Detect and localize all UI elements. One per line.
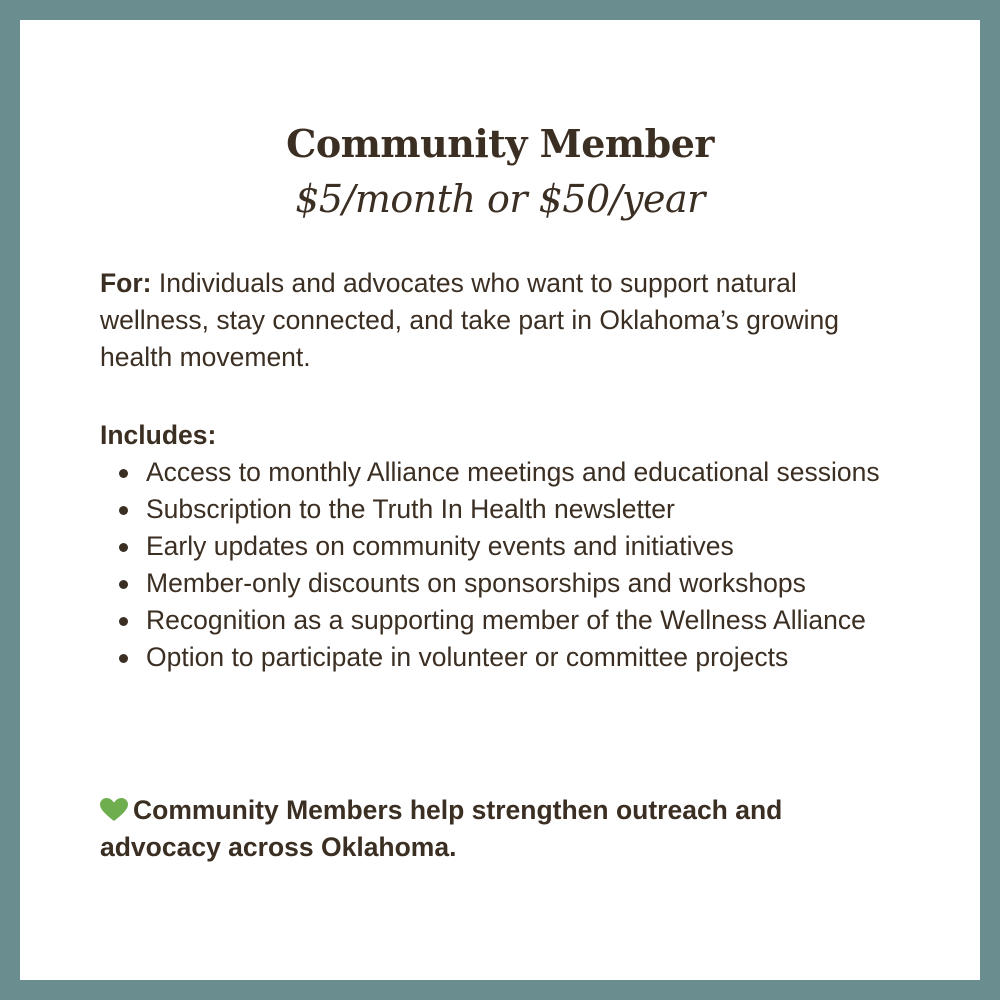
bullet-icon: [119, 506, 128, 515]
for-text: Individuals and advocates who want to support natural wellness, stay connected, and take part in Oklahoma’s growing health movement.: [100, 268, 839, 372]
list-item: [100, 454, 900, 491]
bullet-icon: [119, 469, 128, 478]
includes-list: [100, 454, 900, 676]
list-item-text: Early updates on community events and initiatives: [146, 531, 734, 561]
list-item: [100, 565, 900, 602]
list-item-text: Member-only discounts on sponsorships and workshops: [146, 568, 806, 598]
tier-title: Community Member: [286, 121, 714, 166]
footer-note: [100, 792, 860, 866]
tier-price: $5/month or $50/year: [295, 177, 705, 221]
list-item-text: Option to participate in volunteer or committee projects: [146, 642, 789, 672]
bullet-icon: [119, 617, 128, 626]
list-item-text: Recognition as a supporting member of the Wellness Alliance: [146, 605, 866, 635]
for-description: [100, 265, 910, 376]
membership-card: [20, 20, 980, 980]
list-item: [100, 602, 900, 639]
list-item: [100, 491, 900, 528]
list-item: [100, 528, 900, 565]
green-heart-icon: [100, 798, 128, 822]
bullet-icon: [119, 654, 128, 663]
list-item-text: Subscription to the Truth In Health newsletter: [146, 494, 675, 524]
for-label: For:: [100, 268, 152, 298]
includes-label: Includes:: [100, 420, 217, 450]
bullet-icon: [119, 543, 128, 552]
list-item-text: Access to monthly Alliance meetings and educational sessions: [146, 457, 880, 487]
footer-text: Community Members help strengthen outreach and advocacy across Oklahoma.: [100, 795, 783, 862]
list-item: [100, 639, 900, 676]
bullet-icon: [119, 580, 128, 589]
